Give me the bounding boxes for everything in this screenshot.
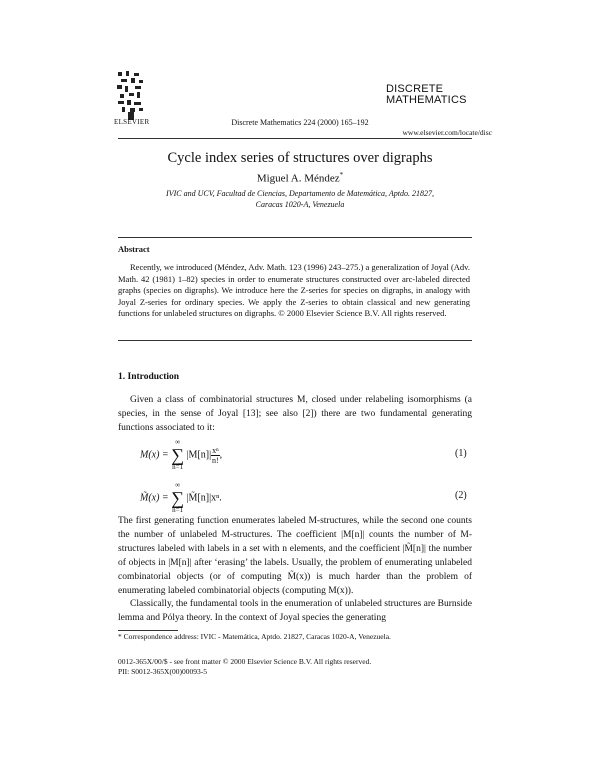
journal-logo-text: [386, 84, 467, 106]
author-footnote-mark[interactable]: *: [339, 171, 344, 179]
author-line: [0, 171, 600, 185]
eq1-tail: ,: [219, 449, 223, 461]
author-name: Miguel A. Méndez: [256, 172, 340, 185]
journal-reference: Discrete Mathematics 224 (2000) 165–192: [231, 118, 369, 127]
abstract-bottom-rule: [118, 340, 472, 341]
eq1-sum: [171, 438, 184, 472]
eq1-sum-top: ∞: [175, 438, 181, 446]
eq1-frac-den: n!: [212, 455, 219, 465]
journal-name-line2: MATHEMATICS: [386, 94, 467, 106]
eq2-lhs: M̃(x) =: [140, 492, 169, 504]
sigma-symbol: ∑: [171, 445, 185, 465]
correspondence-footnote: * Correspondence address: IVIC - Matemática, Aptdo. 21827, Caracas 1020-A, Venezuela.: [118, 632, 391, 641]
publisher-name: ELSEVIER: [114, 118, 150, 126]
eq2-sum-top: ∞: [175, 481, 181, 489]
journal-url[interactable]: www.elsevier.com/locate/disc: [402, 128, 492, 137]
eq1-sum-bottom: n=1: [172, 463, 184, 471]
eq2-sum: [171, 481, 184, 515]
section-heading: 1. Introduction: [118, 372, 180, 382]
affiliation: [0, 188, 600, 210]
copyright-block: [118, 657, 371, 677]
article-title: Cycle index series of structures over digraphs: [167, 150, 433, 166]
equation-1-number: (1): [455, 448, 467, 459]
equation-2-number: (2): [455, 490, 467, 501]
intro-paragraph-1: Given a class of combinatorial structures M, closed under relabeling isomorphisms (a species, in the sense of Joyal [13]; see also [2]) there are two fundamental generating functions associated to it:: [118, 395, 472, 433]
journal-name-line1: DISCRETE: [386, 83, 444, 95]
eq2-term: |M̃[n]|xⁿ.: [186, 492, 222, 504]
equation-1: [140, 438, 222, 472]
eq1-term: |M[n]|: [186, 449, 212, 461]
eq1-fraction: [211, 446, 220, 465]
eq1-frac-num: xⁿ: [212, 445, 219, 455]
pii-line: PII: S0012-365X(00)00093-5: [118, 667, 207, 676]
sigma-symbol: ∑: [171, 488, 185, 508]
affiliation-line2: Caracas 1020-A, Venezuela: [255, 200, 345, 209]
intro-paragraph-3: Classically, the fundamental tools in the enumeration of unlabeled structures are Burnside lemma and Pólya theory. In the context of Joyal species the generating: [118, 599, 472, 623]
affiliation-line1: IVIC and UCV, Facultad de Ciencias, Departamento de Matemática, Aptdo. 21827,: [166, 189, 434, 198]
elsevier-tree-logo: [116, 70, 146, 122]
footnote-rule: [118, 630, 178, 631]
abstract-text: Recently, we introduced (Méndez, Adv. Math. 123 (1996) 243–275.) a generalization of Joyal (Adv. Math. 42 (1981) 1–82) species in order to enumerate structures constructed over arc-labeled directed graphs (species on digraphs). We introduce here the Z-series for species on digraphs, in analogy with Joyal Z-series for ordinary species. We apply the Z-series to obtain classical and new generating functions for unlabeled structures on digraphs. © 2000 Elsevier Science B.V. All rights reserved.: [118, 262, 470, 318]
eq1-lhs: M(x) =: [140, 449, 169, 461]
abstract-heading: Abstract: [118, 244, 150, 254]
equation-2: [140, 481, 222, 515]
eq2-sum-bottom: n=1: [172, 506, 184, 514]
intro-paragraph-2: The first generating function enumerates labeled M-structures, while the second one counts the number of unlabeled M-structures. The coefficient |M[n]| counts the number of M-structures labeled with labels in a set with n elements, and the coefficient |M̃[n]| the number of objects in |M[n]| after ‘erasing’ the labels. Usually, the problem of enumerating unlabeled combinatorial objects (or of computing M̃(x)) is much harder than the problem of enumerating labeled combinatorial objects (computing M(x)).: [118, 516, 472, 596]
copyright-line: 0012-365X/00/$ - see front matter © 2000 Elsevier Science B.V. All rights reserved.: [118, 657, 372, 666]
abstract-top-rule: [118, 237, 472, 238]
header-rule: [118, 138, 472, 139]
